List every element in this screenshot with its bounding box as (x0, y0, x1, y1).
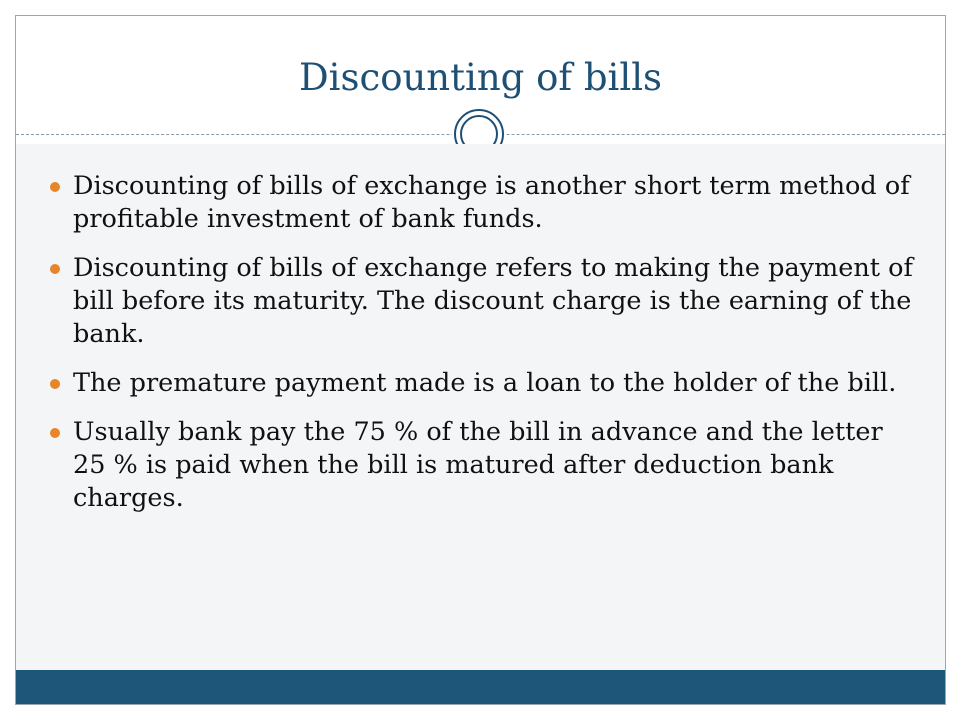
bullet-item (50, 416, 920, 515)
bullet-item (50, 252, 920, 351)
content-area (16, 144, 945, 670)
bullet-list (50, 170, 920, 531)
bullet-text: Discounting of bills of exchange is another short term method of profitable investment of bank funds. (73, 171, 910, 234)
bullet-text: Usually bank pay the 75 % of the bill in advance and the letter 25 % is paid when the bill is matured after deduction bank charges. (73, 417, 883, 513)
bullet-dot-icon (50, 428, 60, 438)
slide (15, 15, 946, 705)
bullet-text: The premature payment made is a loan to the holder of the bill. (73, 368, 897, 398)
bullet-dot-icon (50, 264, 60, 274)
slide-title: Discounting of bills (298, 56, 663, 99)
bullet-item (50, 170, 920, 236)
bullet-text: Discounting of bills of exchange refers to making the payment of bill before its maturity. The discount charge is the earning of the bank. (73, 253, 913, 349)
bullet-item (50, 367, 920, 400)
footer-bar (16, 670, 945, 704)
bullet-dot-icon (50, 379, 60, 389)
bullet-dot-icon (50, 182, 60, 192)
